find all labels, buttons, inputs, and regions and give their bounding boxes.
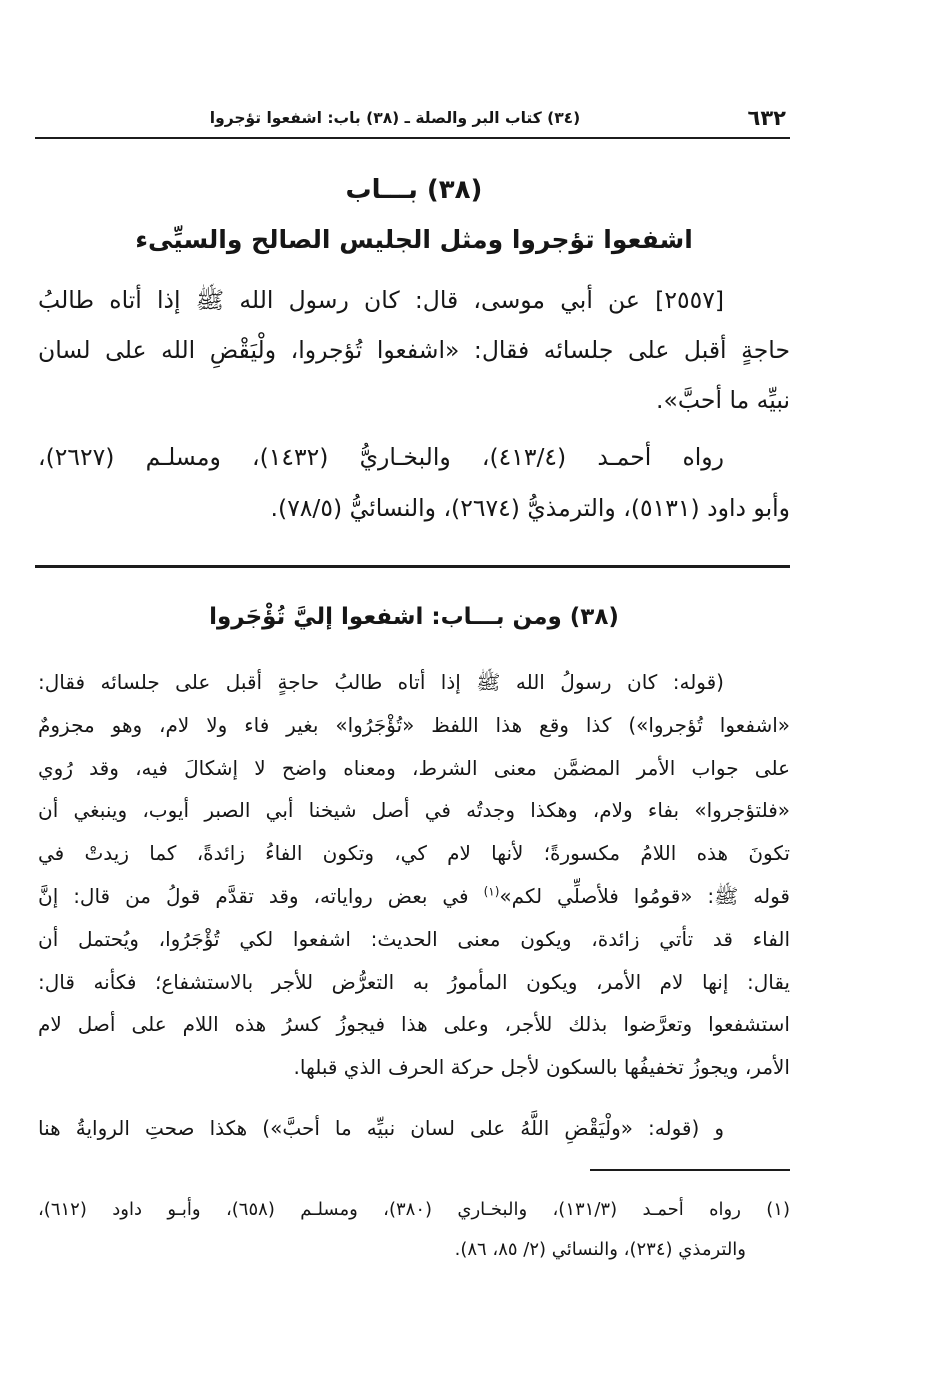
text-line: (قوله: كان رسولُ الله ﷺ إذا أتاه طالبُ حاجةٍ أقبل على جلسائه فقال: bbox=[38, 670, 724, 694]
chapter-title: اشفعوا تؤجروا ومثل الجليس الصالح والسيِّىء bbox=[135, 225, 693, 254]
header-rule bbox=[35, 137, 790, 139]
footnote-ref: (١) bbox=[483, 884, 500, 899]
text-line: «فلتؤجروا» بفاء ولام، وهكذا وجدتُه في أصل شيخنا أبي الصبر أيوب، وينبغي أن bbox=[38, 798, 790, 823]
text-line: الفاء قد تأتي زائدة، ويكون معنى الحديث: اشفعوا لكي تُؤْجَرُوا، ويُحتمل أن bbox=[38, 926, 790, 951]
text-line: حاجةٍ أقبل على جلسائه فقال: «اشفعوا تُؤجروا، ولْيَقْضِ الله على لسان bbox=[38, 336, 790, 364]
text-segment: قوله ﷺ: «قومُوا فلأصلِّي لكم» bbox=[499, 883, 790, 908]
footnote-line: (١) رواه أحمـد (١٣١/٣)، والبخـاري (٣٨٠)، ومسلـم (٦٥٨)، وأبـو داود (٦١٢)، bbox=[38, 1199, 790, 1220]
footnote bbox=[38, 1190, 790, 1270]
text-line: تكونَ هذه اللامُ مكسورةً؛ لأنها لام كي، وتكون الفاءُ زائدةً، كما زيدتْ في bbox=[38, 841, 790, 866]
running-header-title: (٣٤) كتاب البر والصلة ـ (٣٨) باب: اشفعوا تؤجروا bbox=[209, 109, 581, 127]
text-line: «اشفعوا تُؤجروا») كذا وقع هذا اللفظ «تُؤْجَرُوا» بغير فاء ولا لام، وهو مجزومٌ bbox=[38, 712, 790, 737]
text-line: و (قوله: «ولْيَقْضِ اللَّهُ على لسان نبيِّه ما أحبَّ») هكذا صحتِ الروايةُ هنا bbox=[38, 1116, 724, 1140]
text-line: يقال: إنها لام الأمر، ويكون المأمورُ به التعرُّض للأجر بالاستشفاع؛ فكأنه قال: bbox=[38, 969, 790, 994]
page-number: ٦٣٢ bbox=[747, 106, 786, 130]
text-line: رواه أحمـد (٤١٣/٤)، والبخـاريُّ (١٤٣٢)، ومسلـم (٢٦٢٧)، bbox=[38, 443, 724, 471]
footnote-separator bbox=[590, 1169, 790, 1171]
text-line: [٢٥٥٧] عن أبي موسى، قال: كان رسول الله ﷺ إذا أتاه طالبُ bbox=[38, 286, 724, 314]
commentary-heading: (٣٨) ومن بـــاب: اشفعوا إليَّ تُؤْجَروا bbox=[209, 604, 619, 630]
text-line bbox=[38, 875, 790, 918]
text-line: وأبو داود (٥١٣١)، والترمذيُّ (٢٦٧٤)، والنسائيُّ (٧٨/٥). bbox=[270, 494, 790, 522]
text-line: الأمر، ويجوزُ تخفيفُها بالسكون لأجل حركة الحرف الذي قبلها. bbox=[293, 1055, 790, 1080]
hadith-paragraph bbox=[38, 275, 790, 425]
footnote-line: والترمذي (٢٣٤)، والنسائي (٢/ ٨٥، ٨٦). bbox=[454, 1239, 746, 1260]
text-line: على جواب الأمر المضمَّن معنى الشرط، ومعناه واضح لا إشكالَ فيه، وقد رُوي bbox=[38, 755, 790, 780]
section-divider bbox=[35, 565, 790, 568]
commentary-paragraph bbox=[38, 1107, 790, 1149]
takhrij-paragraph bbox=[38, 432, 790, 534]
text-segment: في بعض رواياته، وقد تقدَّم قولُ من قال: إنَّ bbox=[38, 883, 484, 908]
commentary-paragraph bbox=[38, 661, 790, 1089]
text-line: نبيِّه ما أحبَّ». bbox=[656, 386, 790, 414]
chapter-number: (٣٨) بـــاب bbox=[345, 175, 483, 205]
text-line: استشفعوا وتعرَّضوا بذلك للأجر، وعلى هذا فيجوزُ كسرُ هذه اللام على أصل لام bbox=[38, 1012, 790, 1037]
